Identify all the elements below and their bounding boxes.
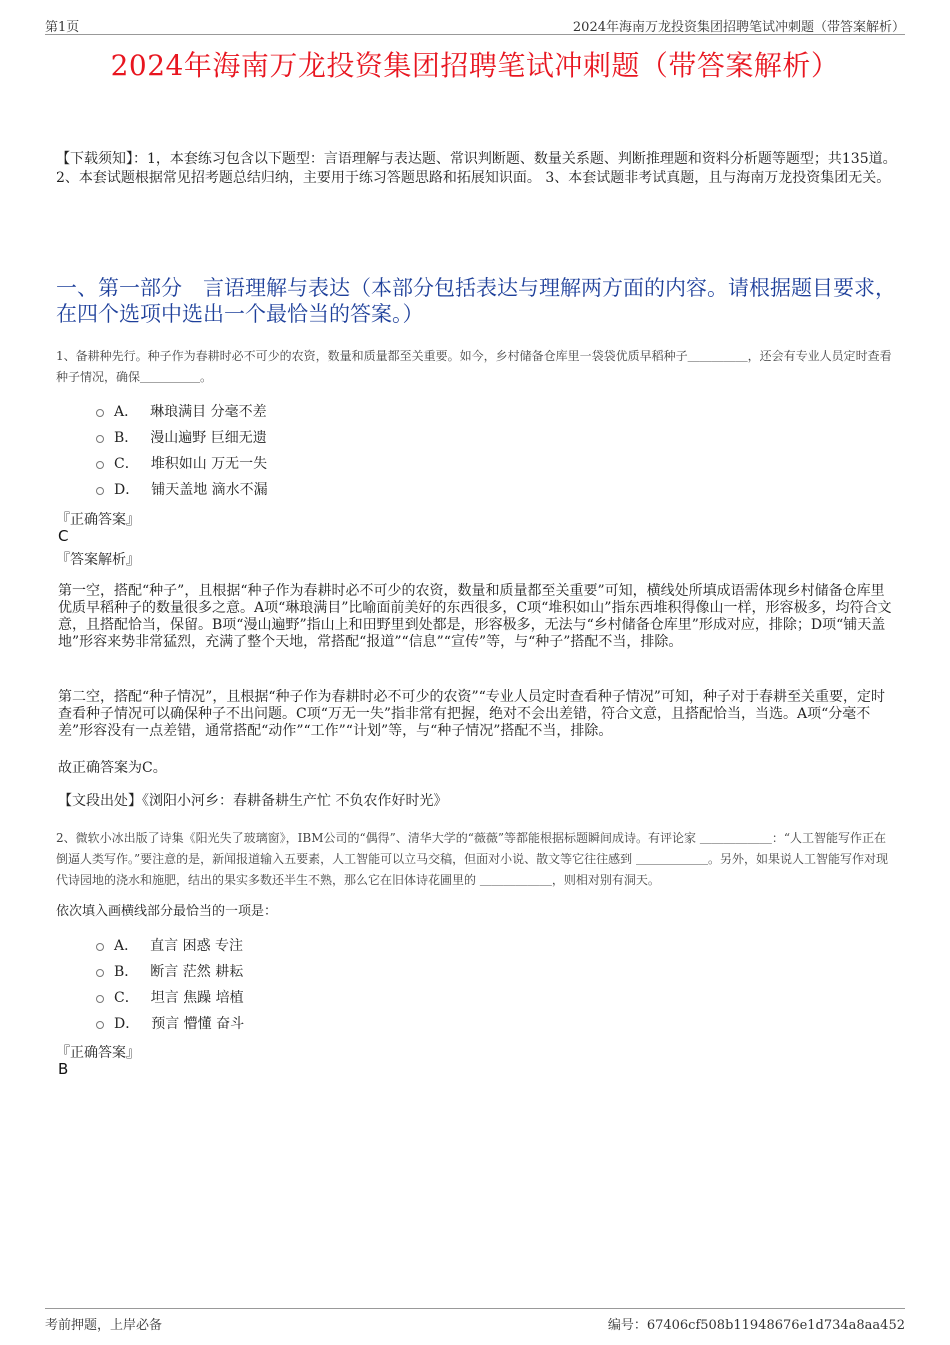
question-2-prompt: 依次填入画横线部分最恰当的一项是： [56, 904, 278, 919]
question-1-source: 【文段出处】《浏阳小河乡：春耕备耕生产忙 不负农作好时光》 [58, 793, 448, 809]
question-2-option-b[interactable]: B． 断言 茫然 耕耘 [96, 958, 244, 984]
question-2-options [96, 932, 244, 1036]
radio-icon[interactable] [96, 461, 104, 469]
radio-icon[interactable] [96, 409, 104, 417]
question-2-option-c[interactable]: C． 坦言 焦躁 培植 [96, 984, 244, 1010]
radio-icon[interactable] [96, 435, 104, 443]
radio-icon[interactable] [96, 1021, 104, 1029]
question-2-option-a[interactable]: A． 直言 困惑 专注 [96, 932, 244, 958]
radio-icon[interactable] [96, 487, 104, 495]
question-1-conclusion: 故正确答案为C。 [58, 760, 167, 776]
question-1-option-d[interactable]: D． 铺天盖地 滴水不漏 [96, 476, 268, 502]
question-2-option-d[interactable]: D． 预言 懵懂 奋斗 [96, 1010, 244, 1036]
header-doc-title: 2024年海南万龙投资集团招聘笔试冲刺题（带答案解析） [572, 20, 905, 35]
question-1-option-a[interactable]: A． 琳琅满目 分毫不差 [96, 398, 268, 424]
question-2-text: 2、微软小冰出版了诗集《阳光失了玻璃窗》，IBM公司的“偶得”、清华大学的“薇薇”等都能根据标题瞬间成诗。有评论家 ＿＿＿＿＿＿：“人工智能写作正在倒逼人类写作。”要注意的是，新闻报道输入五要素，人工智能可以立马交稿，但面对小说、散文等它往往感到 ＿＿＿＿＿＿。另外，如果说人工智能写作对现代诗园地的浇水和施肥，结出的果实多数还半生不熟，那么它在旧体诗花圃里的 ＿＿＿＿＿＿，则相对别有洞天。 [56, 831, 888, 887]
question-1-text: 1、备耕种先行。种子作为春耕时必不可少的农资，数量和质量都至关重要。如今，乡村储备仓库里一袋袋优质早稻种子＿＿＿＿＿，还会有专业人员定时查看种子情况，确保＿＿＿＿＿。 [56, 349, 892, 384]
question-1-analysis-paragraph-1: 第一空，搭配“种子”，且根据“种子作为春耕时必不可少的农资，数量和质量都至关重要”可知，横线处所填成语需体现乡村储备仓库里优质早稻种子的数量很多之意。A项“琳琅满目”比喻面前美好的东西很多，C项“堆积如山”指东西堆积得像山一样，形容极多，均符合文意，且搭配恰当，保留。B项“漫山遍野”指山上和田野里到处都是，形容极多，无法与“乡村储备仓库里”形成对应，排除；D项“铺天盖地”形容来势非常猛烈，充满了整个天地，常搭配“报道”“信息”“宣传”等，与“种子”搭配不当，排除。 [58, 583, 892, 650]
header-page-number: 第1页 [45, 20, 80, 35]
section-heading: 一、第一部分 言语理解与表达（本部分包括表达与理解两方面的内容。请根据题目要求，在四个选项中选出一个最恰当的答案。） [56, 276, 896, 326]
download-notice: 【下载须知】：1，本套练习包含以下题型：言语理解与表达题、常识判断题、数量关系题、判断推理题和资料分析题等题型；共135道。 2、本套试题根据常见招考题总结归纳，主要用于练习答题思路和拓展知识面。 3、本套试题非考试真题，且与海南万龙投资集团无关。 [56, 151, 897, 186]
radio-icon[interactable] [96, 995, 104, 1003]
question-1-answer-label: 『正确答案』 [56, 512, 140, 528]
page-title: 2024年海南万龙投资集团招聘笔试冲刺题（带答案解析） [110, 49, 840, 82]
question-1-options [96, 398, 268, 502]
question-1-answer: C [58, 527, 69, 545]
radio-icon[interactable] [96, 969, 104, 977]
question-2-answer: B [58, 1060, 69, 1078]
header-divider [45, 34, 905, 35]
question-1-option-c[interactable]: C． 堆积如山 万无一失 [96, 450, 268, 476]
footer-divider [45, 1308, 905, 1309]
footer-doc-id: 编号：67406cf508b11948676e1d734a8aa452 [607, 1318, 905, 1333]
question-1-analysis-paragraph-2: 第二空，搭配“种子情况”，且根据“种子作为春耕时必不可少的农资”“专业人员定时查看种子情况”可知，种子对于春耕至关重要，定时查看种子情况可以确保种子不出问题。C项“万无一失”指非常有把握，绝对不会出差错，符合文意，且搭配恰当，当选。A项“分毫不差”形容没有一点差错，通常搭配“动作”“工作”“计划”等，与“种子情况”搭配不当，排除。 [58, 689, 885, 739]
radio-icon[interactable] [96, 943, 104, 951]
footer-slogan: 考前押题，上岸必备 [45, 1318, 163, 1333]
question-1-option-b[interactable]: B． 漫山遍野 巨细无遗 [96, 424, 268, 450]
question-1-analysis-label: 『答案解析』 [56, 552, 140, 568]
question-2-answer-label: 『正确答案』 [56, 1045, 140, 1061]
